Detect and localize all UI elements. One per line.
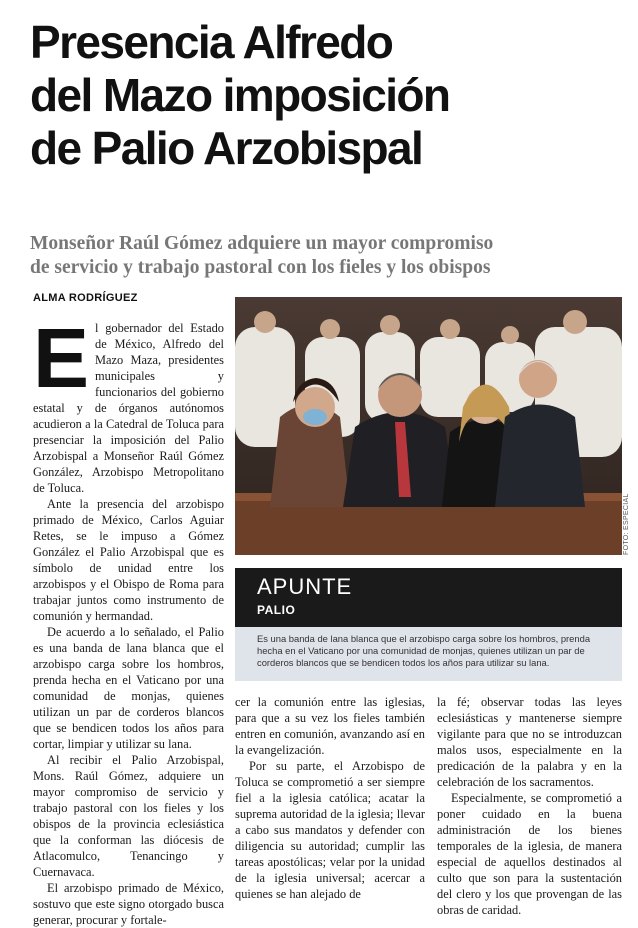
news-photo	[235, 297, 622, 555]
subheadline-line-1: Monseñor Raúl Gómez adquiere un mayor compromiso	[30, 233, 494, 254]
cathedral-photo-illustration	[235, 297, 622, 555]
apunte-header	[235, 568, 622, 627]
apunte-box	[235, 568, 622, 681]
headline-line-1: Presencia Alfredo	[30, 16, 393, 68]
article-paragraph: Al recibir el Palio Arzobispal, Mons. Raúl Gómez, adquiere un mayor compromiso de servicio y trabajo pastoral con los fieles y los obispos de la provincia eclesiástica que la conforman las diócesis de Atlacomulco, Tenancingo y Cuernavaca.	[33, 753, 224, 879]
photo-credit: FOTO: ESPECIAL	[623, 493, 630, 555]
apunte-subtitle: PALIO	[257, 603, 296, 617]
article-column-2	[235, 694, 425, 900]
article-paragraph: Por su parte, el Arzobispo de Toluca se comprometió a ser siempre fiel a la iglesia católica; acatar la suprema autoridad de la iglesia; llevar a cabo sus mandatos y defender con diligencia su autoridad; cumplir las tareas apostólicas; velar por la unidad de la iglesia universal; acercar a quienes se han alejado de	[235, 759, 425, 901]
apunte-title: APUNTE	[257, 574, 353, 599]
subheadline	[30, 232, 622, 280]
article-paragraph: cer la comunión entre las iglesias, para que a su vez los fieles también entren en comunión, avanzando así en la evangelización.	[235, 695, 425, 757]
article-paragraph: Especialmente, se comprometió a poner cuidado en la buena administración de los bienes temporales de la iglesia, de manera especial de aquellos destinados al culto que son para la sustentación del clero y los que provengan de las obras de caridad.	[437, 791, 622, 917]
article-column-1	[33, 311, 224, 927]
headline-line-3: de Palio Arzobispal	[30, 122, 423, 174]
headline	[30, 16, 620, 175]
headline-line-2: del Mazo imposición	[30, 69, 450, 121]
article-paragraph: Ante la presencia del arzobispo primado de México, Carlos Aguiar Retes, se le impuso a Gómez González el Palio Arzobispal que es símbolo de unidad entre los arzobispos y el Obispo de Roma para trabajar juntos como instrumento de comunión y hermandad.	[33, 497, 224, 623]
article-paragraph: El arzobispo primado de México, sostuvo que este signo otorgado busca generar, procurar y fortale-	[33, 881, 224, 927]
subheadline-line-2: de servicio y trabajo pastoral con los fieles y los obispos	[30, 257, 491, 278]
article-paragraph: l gobernador del Estado de México, Alfredo del Mazo Maza, presidentes municipales y funcionarios del gobierno estatal y de órganos autónomos acudieron a la Catedral de Toluca para presenciar la imposición del Palio Arzobispal a Monseñor Raúl Gómez González, Arzobispo Metropolitano de Toluca.	[33, 321, 224, 495]
article-paragraph: De acuerdo a lo señalado, el Palio es una banda de lana blanca que el arzobispo carga sobre los hombros, prenda hecha en el Vaticano por una comunidad de monjas, quienes utilizan un par de corderos blancos que se bendicen todos los años para cortar, limpiar y utilizar su lana.	[33, 625, 224, 751]
apunte-body: Es una banda de lana blanca que el arzobispo carga sobre los hombros, prenda hecha en el Vaticano por una comunidad de monjas, quienes utilizan un par de corderos blancos que se bendicen todos los años para utilizar su lana.	[235, 627, 622, 681]
drop-cap: E	[33, 311, 90, 405]
article-paragraph: la fé; observar todas las leyes eclesiásticas y mantenerse siempre vigilante para que no se introduzcan malos usos, especialmente en la predicación de la palabra y en la celebración de los sacramentos.	[437, 695, 622, 789]
byline: ALMA RODRÍGUEZ	[33, 292, 138, 304]
article-column-3	[437, 694, 622, 917]
